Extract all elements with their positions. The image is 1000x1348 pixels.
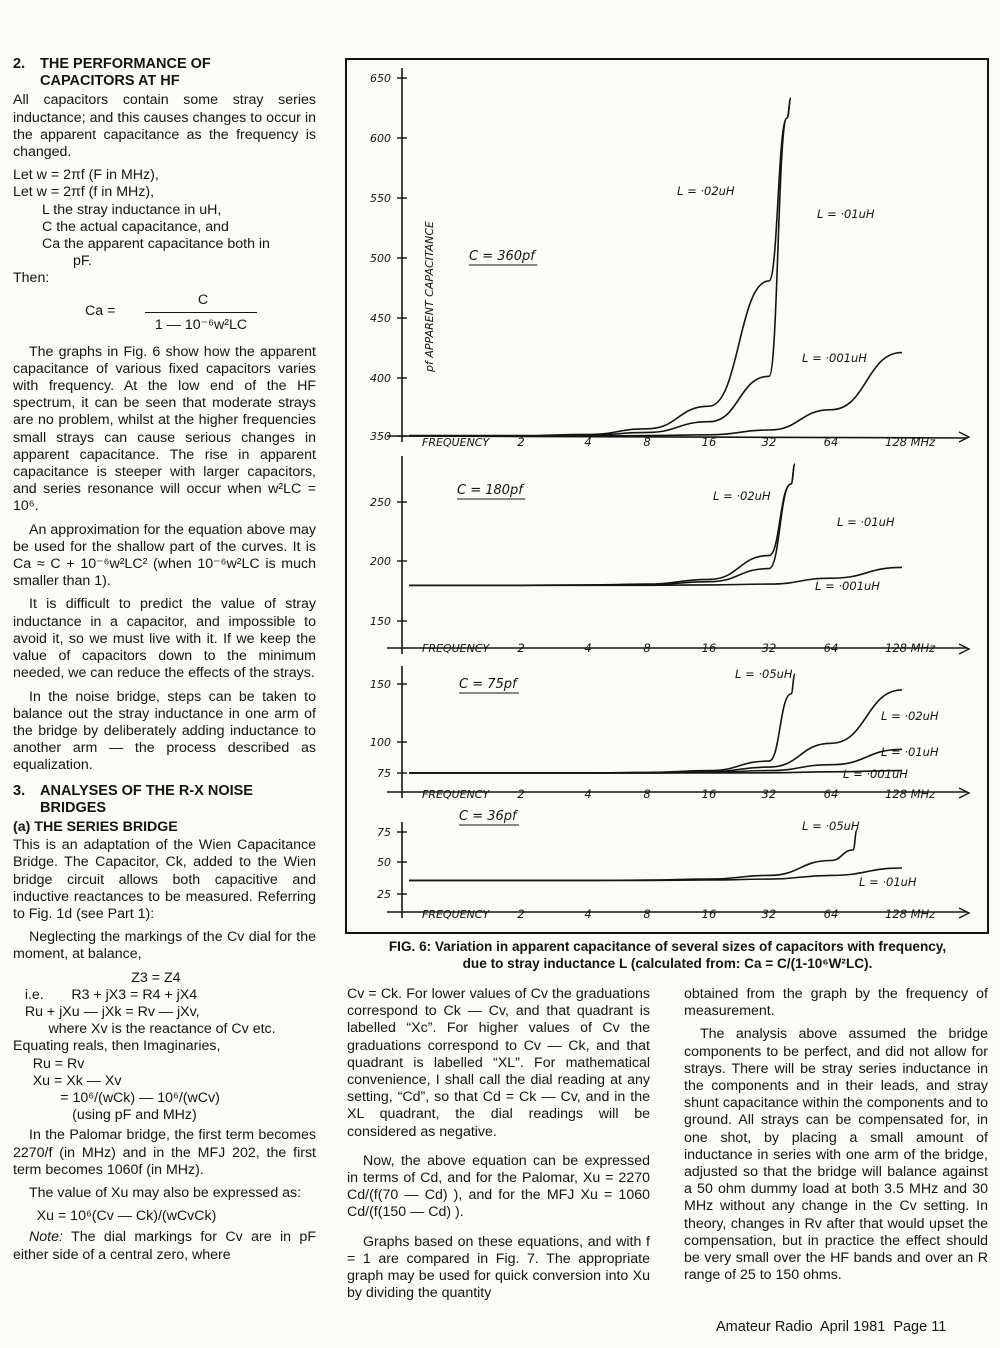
definition-line: Let w = 2πf (F in MHz),	[13, 167, 159, 184]
curve-series	[409, 749, 902, 773]
paragraph: Cv = Ck. For lower values of Cv the graduations correspond to Ck — Cv, and that quadrant is labelled “Xc”. For higher values of Cv the graduations correspond to Cv — Ck, and that quadrant is labelled “XL”. For mathematical convenience, I shall call the dial reading at any setting, “Cd”, so that Cd = Ck — Cv, and in the XL quadrant, the dial readings will be considered as negative.	[347, 986, 650, 1140]
equation-line: Ru + jXu — jXk = Rv — jXv,	[13, 1003, 200, 1020]
series-label: L = ·001uH	[802, 351, 867, 365]
equation-line: Xu = Xk — Xv	[13, 1072, 122, 1089]
x-tick-label: 4	[584, 907, 592, 921]
x-tick-label: 64	[823, 435, 839, 449]
x-tick-label: 32	[761, 641, 777, 655]
x-tick-label: 16	[701, 787, 717, 801]
series-label: L = ·05uH	[802, 819, 860, 833]
paragraph: Note: The dial markings for Cv are in pF either side of a central zero, where	[13, 1229, 316, 1263]
definition-line: Let w = 2πf (f in MHz),	[13, 184, 155, 201]
y-tick-label: 400	[370, 372, 391, 385]
subheading-series-bridge: (a) THE SERIES BRIDGE	[13, 818, 178, 835]
paragraph: Equating reals, then Imaginaries,	[13, 1038, 221, 1055]
definition-line: Ca the apparent capacitance both in	[42, 236, 270, 253]
x-tick-label: 2	[517, 641, 525, 655]
series-label: L = ·01uH	[859, 875, 917, 889]
paragraph: obtained from the graph by the frequency of measurement.	[684, 986, 988, 1020]
series-label: L = ·02uH	[677, 184, 735, 198]
paragraph: The graphs in Fig. 6 show how the apparent capacitance of various fixed capacitors varies with frequency. At the low end of the HF spectrum, it can be seen that moderate strays are no problem, whilst at the higher frequencies small strays can cause serious changes in apparent capacitance. The rise in apparent capacitance is steeper with larger capacitors, and series resonance will occur when w²LC = 10⁶.	[13, 343, 316, 515]
y-tick-label: 100	[370, 736, 391, 749]
paragraph: It is difficult to predict the value of stray inductance in a capacitor, and impossible to avoid it, so we must live with it. If we keep the value of capacitors down to the minimum needed, we can reduce the effects of the strays.	[13, 596, 316, 682]
paragraph: In the noise bridge, steps can be taken to balance out the stray inductance in one arm of the bridge by deliberately adding inductance to another arm — the process described as equalization.	[13, 688, 316, 774]
y-tick-label: 450	[370, 312, 391, 325]
y-tick-label: 250	[370, 496, 391, 509]
definition-line: pF.	[73, 253, 92, 270]
y-tick-label: 75	[377, 826, 391, 839]
x-axis-label: FREQUENCY	[422, 642, 490, 655]
series-label: L = ·01uH	[817, 207, 875, 221]
x-axis-label: FREQUENCY	[422, 788, 490, 801]
figure-6-chart	[347, 60, 987, 932]
x-tick-label: 4	[584, 787, 592, 801]
x-axis-arrowhead	[959, 788, 969, 798]
paragraph: The analysis above assumed the bridge components to be perfect, and did not allow for strays. There will be stray series inductance in the components and in their leads, and stray shunt capacitance within the components and to ground. All strays can be compensated for, in one shot, by placing a small amount of inductance in series with one arm of the bridge, adjusted so that the bridge will balance against a 50 ohm dummy load at both 3.5 MHz and 30 MHz without any change in the Cv setting. In theory, changes in Rv after that would upset the compensation, but in practice the effect should be very small over the HF bands and over an R range of 25 to 150 ohms.	[684, 1026, 988, 1284]
x-tick-label: 128 MHz	[885, 641, 936, 655]
y-tick-label: 75	[377, 767, 391, 780]
x-tick-label: 2	[517, 435, 525, 449]
paragraph: The value of Xu may also be expressed as:	[29, 1184, 302, 1201]
y-tick-label: 600	[370, 132, 391, 145]
x-tick-label: 32	[761, 435, 777, 449]
series-label: L = ·001uH	[815, 579, 880, 593]
curve-series	[409, 353, 902, 437]
equation-line: i.e. R3 + jX3 = R4 + jX4	[13, 986, 198, 1003]
definition-line: L the stray inductance in uH,	[42, 201, 222, 218]
paragraph: All capacitors contain some stray series inductance; and this causes changes to occur in the apparent capacitance as the frequency is changed.	[13, 92, 316, 161]
y-tick-label: 650	[370, 72, 391, 85]
x-tick-label: 64	[823, 907, 839, 921]
series-label: L = ·05uH	[735, 667, 793, 681]
panel-title: C = 360pf	[469, 249, 535, 264]
x-tick-label: 128 MHz	[885, 435, 936, 449]
curve-series	[409, 690, 902, 773]
x-tick-label: 16	[701, 641, 717, 655]
paragraph: An approximation for the equation above may be used for the shallow part of the curves. It is Ca ≈ C + 10⁻⁶w²LC² (when 10⁻⁶w²LC is much smaller than 1).	[13, 521, 316, 590]
page-footer: Amateur Radio April 1981 Page 11	[716, 1319, 947, 1335]
panel-title: C = 75pf	[459, 677, 517, 692]
x-tick-label: 4	[584, 435, 592, 449]
column-left	[13, 56, 316, 1270]
x-tick-label: 8	[643, 435, 651, 449]
x-tick-label: 2	[517, 907, 525, 921]
series-label: L = ·02uH	[881, 709, 939, 723]
x-axis-label: FREQUENCY	[422, 908, 490, 921]
paragraph: Neglecting the markings of the Cv dial for the moment, at balance,	[13, 929, 316, 963]
section-heading-3: 3. ANALYSES OF THE R-X NOISE BRIDGES	[13, 782, 253, 816]
y-tick-label: 150	[370, 615, 391, 628]
x-tick-label: 128 MHz	[885, 787, 936, 801]
x-tick-label: 128 MHz	[885, 907, 936, 921]
series-label: L = ·01uH	[881, 745, 939, 759]
x-axis-arrowhead	[959, 644, 969, 654]
panel-title: C = 180pf	[457, 483, 523, 498]
equation-line: (using pF and MHz)	[13, 1107, 197, 1124]
x-tick-label: 8	[643, 787, 651, 801]
y-tick-label: 150	[370, 678, 391, 691]
paragraph: Now, the above equation can be expressed in terms of Cd, and for the Palomar, Xu = 2270 Cd/(f(70 — Cd) ), and for the MFJ Xu = 1060 Cd/(f(150 — Cd) ).	[347, 1152, 650, 1221]
equation-line: where Xv is the reactance of Cv etc.	[13, 1021, 276, 1038]
equation-line: Z3 = Z4	[13, 969, 181, 986]
x-tick-label: 8	[643, 641, 651, 655]
then-label: Then:	[13, 270, 50, 287]
series-label: L = ·02uH	[713, 489, 771, 503]
apparent-capacitance-formula: Ca = C 1 — 10⁻⁶w²LC	[13, 292, 316, 336]
paragraph: This is an adaptation of the Wien Capacitance Bridge. The Capacitor, Ck, added to the Wien bridge circuit allows both capacitive and inductive reactances to be measured. Referring to Fig. 1d (see Part 1):	[13, 837, 316, 922]
x-tick-label: 2	[517, 787, 525, 801]
paragraph: Graphs based on these equations, and with f = 1 are compared in Fig. 7. The appropriate graph may be used for quick conversion into Xu by dividing the quantity	[347, 1233, 650, 1302]
x-tick-label: 16	[701, 907, 717, 921]
panel-title: C = 36pf	[459, 809, 517, 824]
x-tick-label: 64	[823, 641, 839, 655]
y-tick-label: 25	[377, 888, 391, 901]
x-axis-label: FREQUENCY	[422, 436, 490, 449]
equation-line: = 10⁶/(wCk) — 10⁶/(wCv)	[13, 1089, 220, 1106]
curve-series	[409, 98, 791, 436]
curve-series	[409, 98, 791, 436]
paragraph: In the Palomar bridge, the first term becomes 2270/f (in MHz) and in the MFJ 202, the first term becomes 1060f (in MHz).	[13, 1127, 316, 1178]
column-right	[684, 986, 988, 1290]
column-middle	[347, 986, 650, 1308]
equation-line: Ru = Rv	[13, 1055, 85, 1072]
figure-caption: FIG. 6: Variation in apparent capacitance of several sizes of capacitors with frequency, due to stray inductance L (calculated from: Ca = C/(1-10⁶W²LC).	[388, 939, 947, 971]
x-tick-label: 32	[761, 907, 777, 921]
note-label: Note:	[29, 1229, 63, 1246]
x-axis-arrowhead	[959, 432, 969, 442]
x-tick-label: 32	[761, 787, 777, 801]
y-tick-label: 200	[370, 555, 391, 568]
y-tick-label: 550	[370, 192, 391, 205]
y-tick-label: 50	[377, 856, 391, 869]
series-label: L = ·001uH	[843, 767, 908, 781]
fraction-bar	[145, 312, 257, 313]
x-tick-label: 16	[701, 435, 717, 449]
x-tick-label: 8	[643, 907, 651, 921]
y-tick-label: 350	[370, 430, 391, 443]
section-heading-2: 2. THE PERFORMANCE OF CAPACITORS AT HF	[13, 56, 211, 90]
curve-series	[409, 830, 857, 880]
x-tick-label: 4	[584, 641, 592, 655]
x-axis-arrowhead	[959, 908, 969, 918]
y-axis-label: pf APPARENT CAPACITANCE	[423, 221, 436, 372]
curve-series	[409, 868, 902, 880]
series-label: L = ·01uH	[837, 515, 895, 529]
definition-line: C the actual capacitance, and	[42, 218, 229, 235]
y-tick-label: 500	[370, 252, 391, 265]
equation-line: Xu = 10⁶(Cv — Ck)/(wCvCk)	[13, 1208, 217, 1225]
figure-6-frame	[345, 58, 989, 934]
x-tick-label: 64	[823, 787, 839, 801]
